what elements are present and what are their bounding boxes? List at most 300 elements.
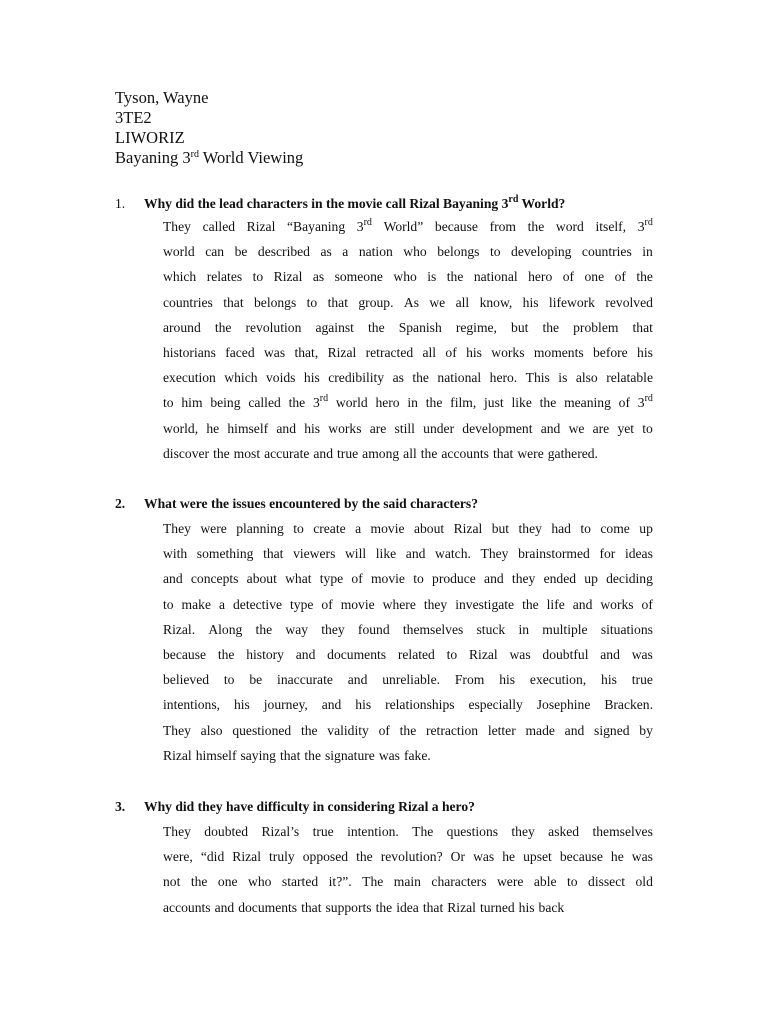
answer-word: the: [213, 445, 230, 461]
answer-word: had: [551, 521, 571, 536]
answer-word: They: [163, 521, 191, 536]
answer-word: of: [378, 722, 390, 738]
answer-word: idea: [396, 899, 419, 915]
question-number: 3.: [115, 799, 126, 814]
answer-word: a: [218, 596, 226, 612]
answer-word: execution,: [529, 672, 587, 688]
answer-line: [163, 869, 653, 894]
answer-line: [163, 642, 653, 667]
answer-word: most: [233, 445, 261, 461]
answer-word: relationships: [385, 697, 455, 713]
answer-word: moments: [533, 344, 584, 360]
answer-word: the: [522, 596, 539, 612]
answer-word: his: [466, 344, 482, 360]
answer-word: in: [642, 244, 653, 260]
answer-line: [163, 441, 653, 466]
answer-word: Rizal: [468, 646, 498, 662]
answer-word: will: [344, 546, 367, 562]
answer-word: faced: [225, 344, 255, 360]
answer-word: is: [427, 269, 437, 285]
answer-word: himself: [227, 420, 269, 436]
answer-word: the: [542, 319, 560, 335]
answer-word: watch.: [435, 546, 471, 562]
answer-word: him: [181, 395, 203, 411]
answer-word: movie: [370, 521, 405, 536]
answer-word: and: [347, 672, 368, 688]
answer-word: “did: [200, 849, 225, 865]
answer-word: They: [163, 722, 191, 738]
answer-word: “Bayaning: [287, 219, 346, 234]
answer-word: accurate: [264, 445, 310, 461]
answer-word: up: [584, 571, 598, 587]
answer-line: [163, 340, 653, 365]
answer-word: someone: [334, 269, 383, 285]
answer-word: able: [533, 874, 557, 890]
answer-line: [163, 264, 653, 289]
answer-word: relates: [206, 269, 243, 285]
answer-word: by: [639, 722, 653, 738]
answer-word: word: [555, 219, 584, 234]
answer-word: the: [375, 899, 393, 915]
answer-word: works: [491, 344, 525, 360]
answer-word: discover: [163, 445, 210, 461]
answer-word: 3rd: [637, 393, 653, 411]
title-superscript: rd: [190, 149, 199, 160]
answer-word: multiple: [542, 621, 588, 637]
answer-word: the: [399, 722, 417, 738]
answer-word: credibility: [328, 370, 385, 386]
answer-word: and: [600, 646, 620, 662]
answer-word: dissect: [588, 874, 626, 890]
answer-word: his: [233, 697, 250, 713]
answer-word: can: [205, 244, 225, 260]
answer-word: his: [499, 672, 516, 688]
answer-word: turned: [479, 899, 515, 915]
answer-word: revolution: [245, 319, 302, 335]
answer-word: documents: [238, 899, 298, 915]
answer-word: relatable: [606, 370, 653, 386]
answer-word: his: [601, 672, 617, 688]
answer-word: before: [593, 344, 628, 360]
answer-word: was: [631, 849, 653, 865]
answer-word: From: [454, 672, 485, 688]
answer-line: [163, 566, 653, 591]
answer-word: to: [566, 874, 578, 890]
answer-word: ideas: [624, 546, 653, 562]
answer-word: related: [397, 646, 435, 662]
answer-word: started: [281, 874, 319, 890]
answer-word: doubted: [204, 824, 249, 839]
answer-word: Along: [208, 621, 243, 637]
answer-word: one: [217, 874, 238, 890]
answer-word: is: [558, 370, 568, 386]
answer-word: he: [502, 849, 516, 865]
answer-word: Rizal: [447, 899, 476, 915]
answer-word: yet: [617, 420, 635, 436]
answer-line: [163, 290, 653, 315]
answer-word: Rizal: [232, 849, 261, 865]
answer-word: was: [631, 646, 653, 662]
answer-word: works: [600, 596, 634, 612]
answer-word: for: [599, 546, 616, 562]
answer-word: not: [163, 874, 181, 890]
answer-word: that: [223, 294, 244, 310]
answer-word: that: [301, 899, 322, 915]
answer-word: validity: [327, 722, 369, 738]
answer-word: belongs: [437, 244, 480, 260]
answer-word: it?”.: [328, 874, 352, 890]
answer-word: to: [223, 672, 235, 688]
answer-word: in: [407, 395, 418, 411]
answer-word: concepts: [190, 571, 239, 587]
answer-word: to: [293, 521, 304, 536]
answer-word: This: [525, 370, 550, 386]
answer-word: intention.: [347, 824, 399, 839]
document-header: [115, 88, 303, 168]
answer-line: [163, 239, 653, 264]
answer-word: of: [562, 269, 575, 285]
answer-word: create: [313, 521, 346, 536]
title-text: Bayaning 3: [115, 148, 191, 167]
answer-word: the: [420, 445, 438, 461]
answer-word: his: [637, 344, 653, 360]
answer-word: called: [202, 219, 236, 234]
answer-word: called: [248, 395, 281, 411]
answer-word: but: [491, 521, 510, 536]
answer-word: group.: [358, 294, 394, 310]
answer-word: and: [313, 445, 334, 461]
answer-word: his: [355, 697, 372, 713]
answer-word: and: [405, 546, 426, 562]
answer-word: up: [639, 521, 653, 536]
answer-word: because: [559, 849, 603, 865]
question-number: 2.: [115, 496, 126, 511]
answer-word: They: [163, 824, 191, 839]
answer-word: with: [163, 546, 188, 562]
answer-line: [163, 895, 653, 920]
answer-word: to: [446, 646, 458, 662]
answer-word: signed: [594, 722, 630, 738]
answer-word: as: [392, 370, 404, 386]
answer-word: to: [642, 420, 653, 436]
answer-word: the: [300, 722, 318, 738]
answer-word: all: [422, 344, 437, 360]
answer-word: we: [568, 420, 585, 436]
answer-word: was: [473, 849, 495, 865]
answer-word: he: [206, 420, 220, 436]
answer-word: under: [423, 420, 455, 436]
answer-word: situations: [600, 621, 653, 637]
answer-word: movie: [340, 596, 375, 612]
answer-line: [163, 692, 653, 717]
answer-word: were: [517, 445, 544, 461]
answer-word: all: [403, 445, 417, 461]
answer-word: about: [413, 521, 445, 536]
student-name: Tyson, Wayne: [115, 88, 209, 107]
answer-word: upset: [523, 849, 552, 865]
answer-word: questions: [446, 824, 499, 839]
answer-word: to: [163, 596, 174, 612]
answer-word: was: [509, 646, 531, 662]
answer-word: historians: [163, 344, 216, 360]
answer-word: belongs: [253, 294, 297, 310]
answer-word: that: [492, 445, 514, 461]
answer-word: something: [196, 546, 254, 562]
answer-word: 3rd: [312, 393, 329, 411]
answer-word: type: [319, 571, 344, 587]
answer-word: main: [393, 874, 421, 890]
answer-word: what: [285, 571, 312, 587]
answer-word: countries: [581, 244, 632, 260]
answer-word: produce: [432, 571, 476, 587]
answer-word: The: [362, 874, 384, 890]
answer-word: questioned: [232, 722, 292, 738]
question-text: Why did they have difficulty in considering Rizal a hero?: [144, 799, 475, 814]
answer-word: ended: [543, 571, 577, 587]
answer-word: come: [600, 521, 630, 536]
answer-word: who: [248, 874, 272, 890]
answer-paragraph: [163, 819, 653, 920]
answer-word: in: [518, 621, 530, 637]
answer-word: intentions,: [163, 697, 221, 713]
answer-word: that: [279, 747, 301, 763]
answer-word: way: [285, 621, 309, 637]
answer-word: and: [214, 899, 235, 915]
answer-word: one: [584, 269, 605, 285]
answer-word: film,: [450, 395, 477, 411]
answer-word: hero.: [489, 370, 518, 386]
answer-word: doubtful: [542, 646, 589, 662]
document-title: [115, 148, 303, 168]
answer-word: They: [480, 546, 509, 562]
answer-word: national: [437, 370, 482, 386]
answer-line: [163, 516, 653, 541]
answer-word: signature: [324, 747, 375, 763]
answer-word: to: [413, 571, 424, 587]
answer-word: the: [412, 370, 429, 386]
answer-word: like: [511, 395, 532, 411]
answer-line: [163, 365, 653, 390]
answer-word: retracted: [365, 344, 414, 360]
answer-paragraph: [163, 214, 653, 466]
answer-word: be: [234, 244, 248, 260]
answer-word: against: [315, 319, 354, 335]
answer-word: fake.: [403, 747, 431, 763]
answer-word: of: [618, 395, 630, 411]
answer-line: [163, 819, 653, 844]
answer-word: the: [255, 621, 273, 637]
answer-word: the: [527, 219, 545, 234]
answer-word: that: [327, 294, 348, 310]
answer-word: deciding: [606, 571, 653, 587]
answer-line: [163, 617, 653, 642]
answer-word: documents: [327, 646, 387, 662]
answer-word: they: [423, 596, 448, 612]
answer-line: [163, 667, 653, 692]
answer-word: voids: [265, 370, 296, 386]
answer-word: all: [455, 294, 470, 310]
answer-word: world: [163, 244, 195, 260]
question-text: [144, 194, 565, 214]
answer-word: type: [290, 596, 314, 612]
answer-word: to: [163, 395, 174, 411]
answer-word: accounts: [163, 899, 211, 915]
answer-line: [163, 541, 653, 566]
question-number: 1.: [115, 196, 126, 211]
answer-word: also: [200, 722, 223, 738]
answer-word: the: [214, 319, 232, 335]
answer-word: they: [511, 824, 535, 839]
course-code: LIWORIZ: [115, 128, 185, 147]
answer-word: Rizal: [327, 344, 357, 360]
answer-word: and: [572, 596, 593, 612]
answer-word: to: [489, 244, 501, 260]
answer-word: true: [631, 672, 653, 688]
answer-word: himself: [195, 747, 237, 763]
answer-word: the: [190, 874, 208, 890]
answer-word: they: [321, 621, 345, 637]
answer-word: the: [288, 395, 306, 411]
answer-word: planning: [236, 521, 284, 536]
answer-word: inaccurate: [277, 672, 333, 688]
answer-word: of: [641, 596, 653, 612]
answer-word: and: [163, 571, 183, 587]
answer-word: among: [362, 445, 400, 461]
answer-word: that: [263, 546, 284, 562]
answer-word: gathered.: [547, 445, 598, 461]
answer-word: supports: [325, 899, 372, 915]
answer-word: his: [522, 294, 539, 310]
answer-word: themselves: [592, 824, 653, 839]
answer-word: about: [246, 571, 277, 587]
answer-word: investigate: [455, 596, 515, 612]
answer-word: the: [539, 395, 557, 411]
answer-word: and: [276, 420, 296, 436]
answer-word: viewers: [293, 546, 336, 562]
answer-word: revolution?: [380, 849, 443, 865]
answer-word: letter: [487, 722, 516, 738]
answer-word: nation: [358, 244, 393, 260]
answer-word: 3rd: [637, 217, 653, 234]
answer-word: the: [217, 646, 235, 662]
answer-word: development: [462, 420, 533, 436]
answer-word: Rizal: [273, 269, 303, 285]
answer-word: and: [295, 646, 316, 662]
answer-word: also: [575, 370, 598, 386]
answer-word: hero: [528, 269, 553, 285]
answer-word: of: [445, 344, 457, 360]
answer-word: lifework: [548, 294, 595, 310]
answer-word: believed: [163, 672, 210, 688]
answer-word: life: [546, 596, 565, 612]
answer-word: from: [489, 219, 517, 234]
answer-word: to: [306, 294, 318, 310]
answer-word: described: [257, 244, 310, 260]
answer-word: themselves: [402, 621, 464, 637]
answer-word: old: [635, 874, 653, 890]
answer-word: as: [320, 244, 332, 260]
answer-word: They: [163, 219, 191, 234]
answer-word: unreliable.: [382, 672, 440, 688]
answer-word: the: [446, 269, 464, 285]
answer-word: the: [368, 319, 385, 335]
answer-word: true: [312, 824, 334, 839]
answer-word: As: [403, 294, 419, 310]
answer-word: his: [518, 899, 535, 915]
answer-word: a: [342, 244, 349, 260]
answer-word: back: [538, 899, 565, 915]
answer-word: that: [632, 319, 653, 335]
question-text: What were the issues encountered by the said characters?: [144, 496, 479, 511]
answer-word: was: [263, 344, 286, 360]
answer-word: that: [422, 899, 444, 915]
answer-word: which: [224, 370, 258, 386]
answer-word: because: [434, 219, 478, 234]
title-text-end: World Viewing: [198, 148, 304, 167]
answer-word: were: [200, 521, 227, 536]
answer-word: especially: [468, 697, 523, 713]
answer-word: world,: [163, 420, 199, 436]
answer-word: characters: [431, 874, 487, 890]
question-text-end: World?: [518, 196, 566, 211]
answer-word: history: [246, 646, 284, 662]
answer-word: he: [610, 849, 624, 865]
answer-word: found: [357, 621, 390, 637]
answer-word: world: [335, 395, 368, 411]
answer-word: and: [540, 420, 561, 436]
answer-word: 3rd: [356, 217, 372, 234]
answer-line: [163, 743, 653, 768]
answer-line: [163, 416, 653, 441]
answer-word: Rizal.: [163, 621, 196, 637]
answer-word: accounts: [441, 445, 489, 461]
answer-word: and: [564, 722, 585, 738]
answer-line: [163, 315, 653, 340]
answer-word: and: [321, 697, 342, 713]
answer-word: countries: [163, 294, 213, 310]
answer-word: were: [496, 874, 524, 890]
answer-word: know,: [479, 294, 513, 310]
answer-word: the: [356, 849, 373, 865]
answer-word: like: [375, 546, 397, 562]
answer-word: hero: [375, 395, 400, 411]
answer-word: which: [163, 269, 197, 285]
answer-word: Or: [450, 849, 466, 865]
student-section: 3TE2: [115, 108, 152, 127]
answer-word: who: [393, 269, 417, 285]
answer-word: are: [592, 420, 610, 436]
answer-word: and: [484, 571, 504, 587]
answer-word: detective: [232, 596, 283, 612]
answer-word: developing: [511, 244, 572, 260]
answer-word: Josephine: [536, 697, 591, 713]
answer-word: Rizal: [246, 219, 276, 234]
answer-line: [163, 844, 653, 869]
answer-word: make: [181, 596, 211, 612]
answer-word: journey,: [263, 697, 308, 713]
answer-word: Rizal’s: [261, 824, 300, 839]
answer-word: just: [484, 395, 504, 411]
answer-word: truly: [269, 849, 295, 865]
answer-word: opposed: [302, 849, 349, 865]
answer-word: Spanish: [398, 319, 442, 335]
answer-word: meaning: [564, 395, 611, 411]
answer-word: movie: [370, 571, 405, 587]
answer-word: Bracken.: [604, 697, 653, 713]
answer-word: who: [403, 244, 427, 260]
answer-line: [163, 592, 653, 617]
answer-word: the: [425, 395, 443, 411]
